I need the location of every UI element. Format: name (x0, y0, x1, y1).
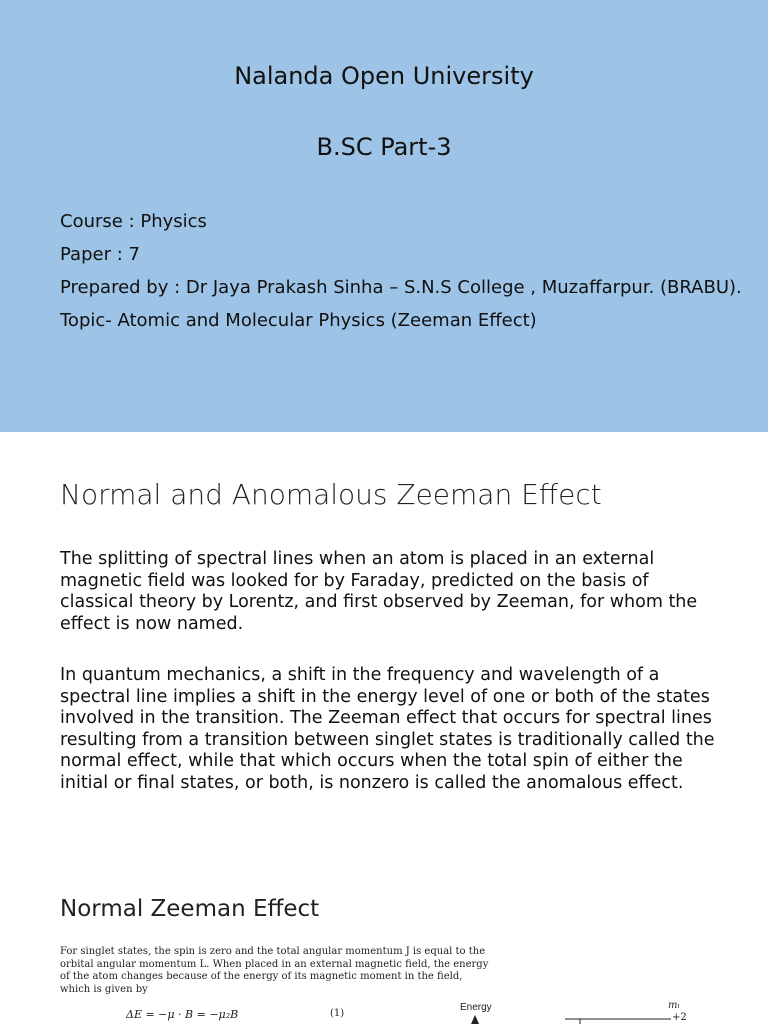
section-subheading: Normal Zeeman Effect (60, 896, 320, 922)
energy-arrow-icon (470, 1014, 480, 1024)
university-title: Nalanda Open University (234, 62, 534, 90)
content-slide (0, 432, 768, 1024)
prepared-by-line: Prepared by : Dr Jaya Prakash Sinha – S.N.S College , Muzaffarpur. (BRABU). (60, 277, 742, 298)
topic-line: Topic- Atomic and Molecular Physics (Zeeman Effect) (60, 310, 537, 331)
slide-heading: Normal and Anomalous Zeeman Effect (60, 478, 602, 511)
textbook-excerpt: For singlet states, the spin is zero and the total angular momentum J is equal to the orbital angular momentum L. When placed in an external magnetic field, the energy of the atom changes because of the energy of its magnetic moment in the field, which is given by (60, 946, 489, 995)
equation-number: (1) (330, 1008, 345, 1019)
program-title: B.SC Part-3 (316, 133, 452, 161)
energy-axis-label: Energy (460, 1002, 492, 1013)
course-line: Course : Physics (60, 211, 207, 232)
ml-value: +2 (672, 1012, 687, 1023)
ml-label: mₗ (668, 1000, 680, 1011)
energy-level-line (565, 1016, 671, 1024)
title-slide (0, 0, 768, 432)
paper-line: Paper : 7 (60, 244, 140, 265)
paragraph-2: In quantum mechanics, a shift in the frequency and wavelength of a spectral line implies a shift in the energy level of one or both of the states involved in the transition. The Zeeman effect that occurs for spectral lines resulting from a transition between singlet states is traditionally called the normal effect, while that which occurs when the total spin of either the initial or final states, or both, is nonzero is called the anomalous effect. (60, 665, 715, 793)
paragraph-1: The splitting of spectral lines when an atom is placed in an external magnetic field was looked for by Faraday, predicted on the basis of classical theory by Lorentz, and first observed by Zeeman, for whom the effect is now named. (60, 549, 698, 634)
energy-formula: ΔE = −μ · B = −μ₂B (126, 1008, 239, 1021)
